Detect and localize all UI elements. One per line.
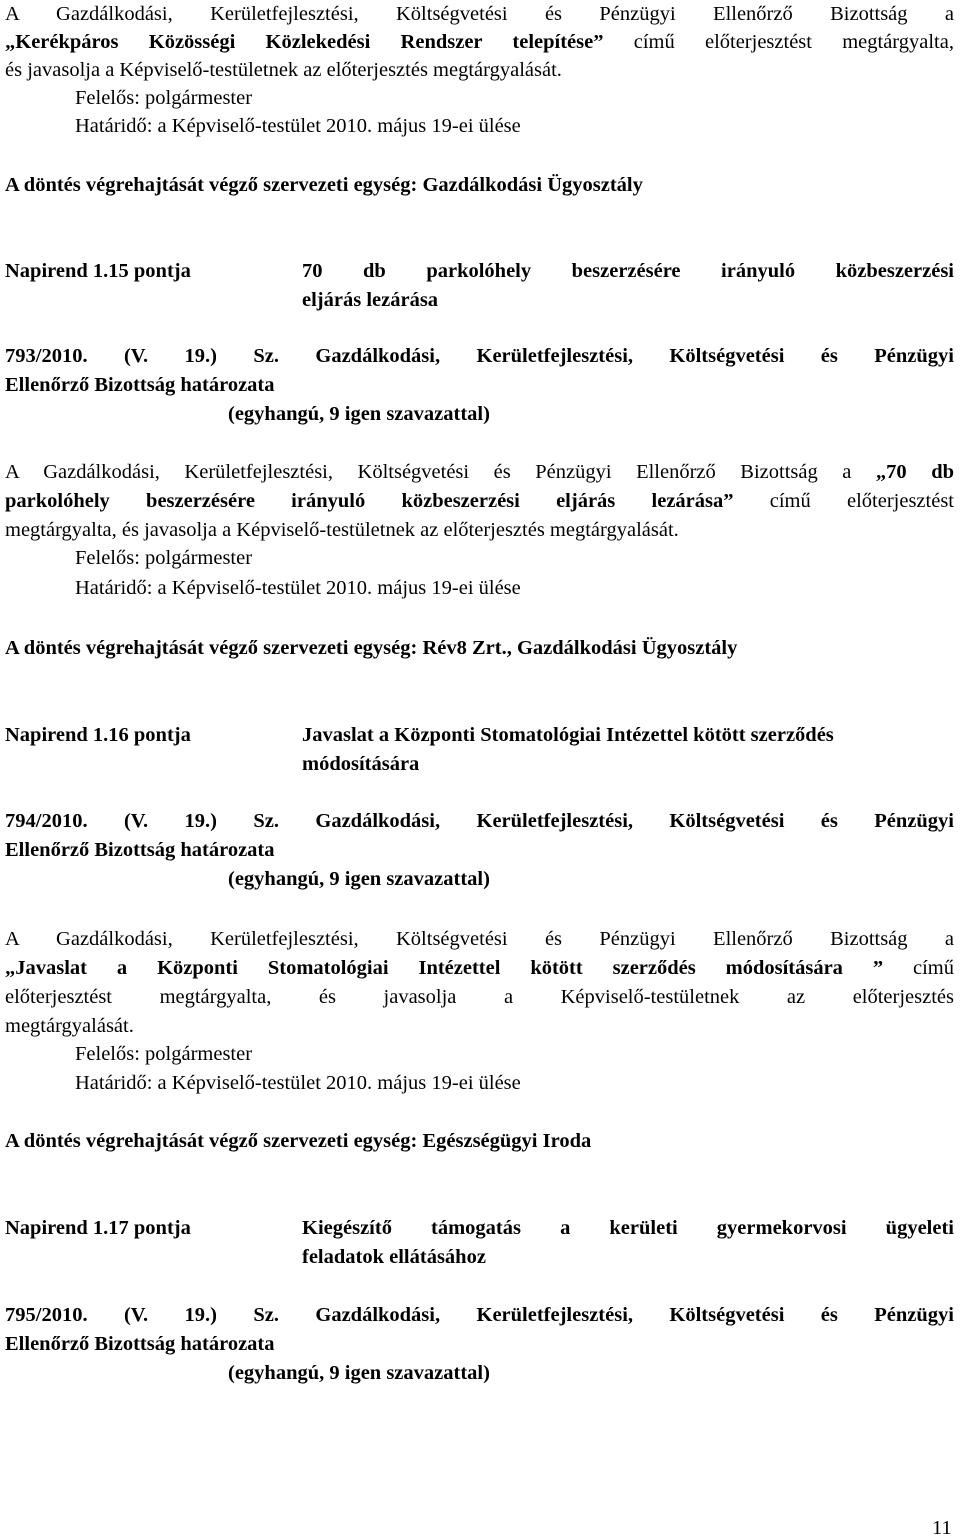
proposal-title: „Javaslat a Központi Stomatológiai Intézettel kötött szerződés módosítására ” bbox=[5, 957, 884, 979]
deadline-line: Határidő: a Képviselő-testület 2010. május 19-ei ülése bbox=[75, 1072, 521, 1094]
paragraph-line: előterjesztést megtárgyalta, és javasolja a Képviselő-testületnek az előterjesztés bbox=[5, 986, 954, 1008]
agenda-title: 70 db parkolóhely beszerzésére irányuló közbeszerzési bbox=[302, 260, 954, 282]
paragraph-line bbox=[5, 32, 954, 53]
paragraph-line: és javasolja a Képviselő-testületnek az előterjesztés megtárgyalását. bbox=[5, 59, 562, 81]
agenda-label: Napirend 1.16 pontja bbox=[5, 724, 191, 746]
proposal-title: parkolóhely beszerzésére irányuló közbeszerzési eljárás lezárása” bbox=[5, 490, 734, 512]
paragraph-line bbox=[5, 4, 954, 25]
paragraph-line: A Gazdálkodási, Kerületfejlesztési, Költségvetési és Pénzügyi Ellenőrző Bizottság a bbox=[5, 928, 954, 950]
agenda-title: eljárás lezárása bbox=[302, 289, 439, 311]
vote-result: (egyhangú, 9 igen szavazattal) bbox=[228, 403, 490, 425]
resolution-heading: Ellenőrző Bizottság határozata bbox=[5, 374, 275, 396]
paragraph-line: A Gazdálkodási, Kerületfejlesztési, Költségvetési és Pénzügyi Ellenőrző Bizottság a „70 db bbox=[5, 461, 954, 483]
text: A Gazdálkodási, Kerületfejlesztési, Költségvetési és Pénzügyi Ellenőrző Bizottság a bbox=[5, 3, 954, 25]
resolution-number: 794/2010. (V. 19.) Sz. bbox=[5, 810, 279, 832]
responsible-line: Felelős: polgármester bbox=[75, 1043, 253, 1065]
resolution-number: 793/2010. (V. 19.) Sz. bbox=[5, 345, 279, 367]
executing-unit: A döntés végrehajtását végző szervezeti egység: Rév8 Zrt., Gazdálkodási Ügyosztály bbox=[5, 637, 738, 659]
paragraph-line: parkolóhely beszerzésére irányuló közbeszerzési eljárás lezárása” című előterjesztést bbox=[5, 490, 955, 512]
vote-result: (egyhangú, 9 igen szavazattal) bbox=[228, 1362, 490, 1384]
paragraph-line: „Javaslat a Központi Stomatológiai Intézettel kötött szerződés módosítására ” című bbox=[5, 957, 954, 979]
resolution-heading: 795/2010. (V. 19.) Sz. Gazdálkodási, Kerületfejlesztési, Költségvetési és Pénzügyi bbox=[5, 1304, 955, 1326]
page-number: 11 bbox=[932, 1517, 952, 1539]
agenda-title: Javaslat a Központi Stomatológiai Intézettel kötött szerződés bbox=[302, 724, 834, 746]
text: című előterjesztést megtárgyalta, bbox=[603, 31, 954, 53]
vote-result: (egyhangú, 9 igen szavazattal) bbox=[228, 868, 490, 890]
resolution-heading: 793/2010. (V. 19.) Sz. Gazdálkodási, Kerületfejlesztési, Költségvetési és Pénzügyi bbox=[5, 345, 955, 367]
resolution-number: 795/2010. (V. 19.) Sz. bbox=[5, 1304, 279, 1326]
resolution-heading: 794/2010. (V. 19.) Sz. Gazdálkodási, Kerületfejlesztési, Költségvetési és Pénzügyi bbox=[5, 810, 955, 832]
agenda-title: módosítására bbox=[302, 753, 420, 775]
resolution-heading: Ellenőrző Bizottság határozata bbox=[5, 1333, 275, 1355]
responsible-line: Felelős: polgármester bbox=[75, 87, 253, 109]
agenda-label: Napirend 1.15 pontja bbox=[5, 260, 191, 282]
resolution-heading: Ellenőrző Bizottság határozata bbox=[5, 839, 275, 861]
paragraph-line: megtárgyalta, és javasolja a Képviselő-testületnek az előterjesztés megtárgyalását. bbox=[5, 519, 679, 541]
responsible-line: Felelős: polgármester bbox=[75, 547, 253, 569]
executing-unit: A döntés végrehajtását végző szervezeti egység: Egészségügyi Iroda bbox=[5, 1130, 592, 1152]
deadline-line: Határidő: a Képviselő-testület 2010. május 19-ei ülése bbox=[75, 577, 521, 599]
agenda-title: Kiegészítő támogatás a kerületi gyermekorvosi ügyeleti bbox=[302, 1217, 954, 1239]
executing-unit: A döntés végrehajtását végző szervezeti egység: Gazdálkodási Ügyosztály bbox=[5, 174, 643, 196]
agenda-title: feladatok ellátásához bbox=[302, 1246, 486, 1268]
proposal-title: „Kerékpáros Közösségi Közlekedési Rendszer telepítése” bbox=[5, 31, 604, 53]
agenda-label: Napirend 1.17 pontja bbox=[5, 1217, 191, 1239]
paragraph-line: megtárgyalását. bbox=[5, 1015, 134, 1037]
deadline-line: Határidő: a Képviselő-testület 2010. május 19-ei ülése bbox=[75, 115, 521, 137]
